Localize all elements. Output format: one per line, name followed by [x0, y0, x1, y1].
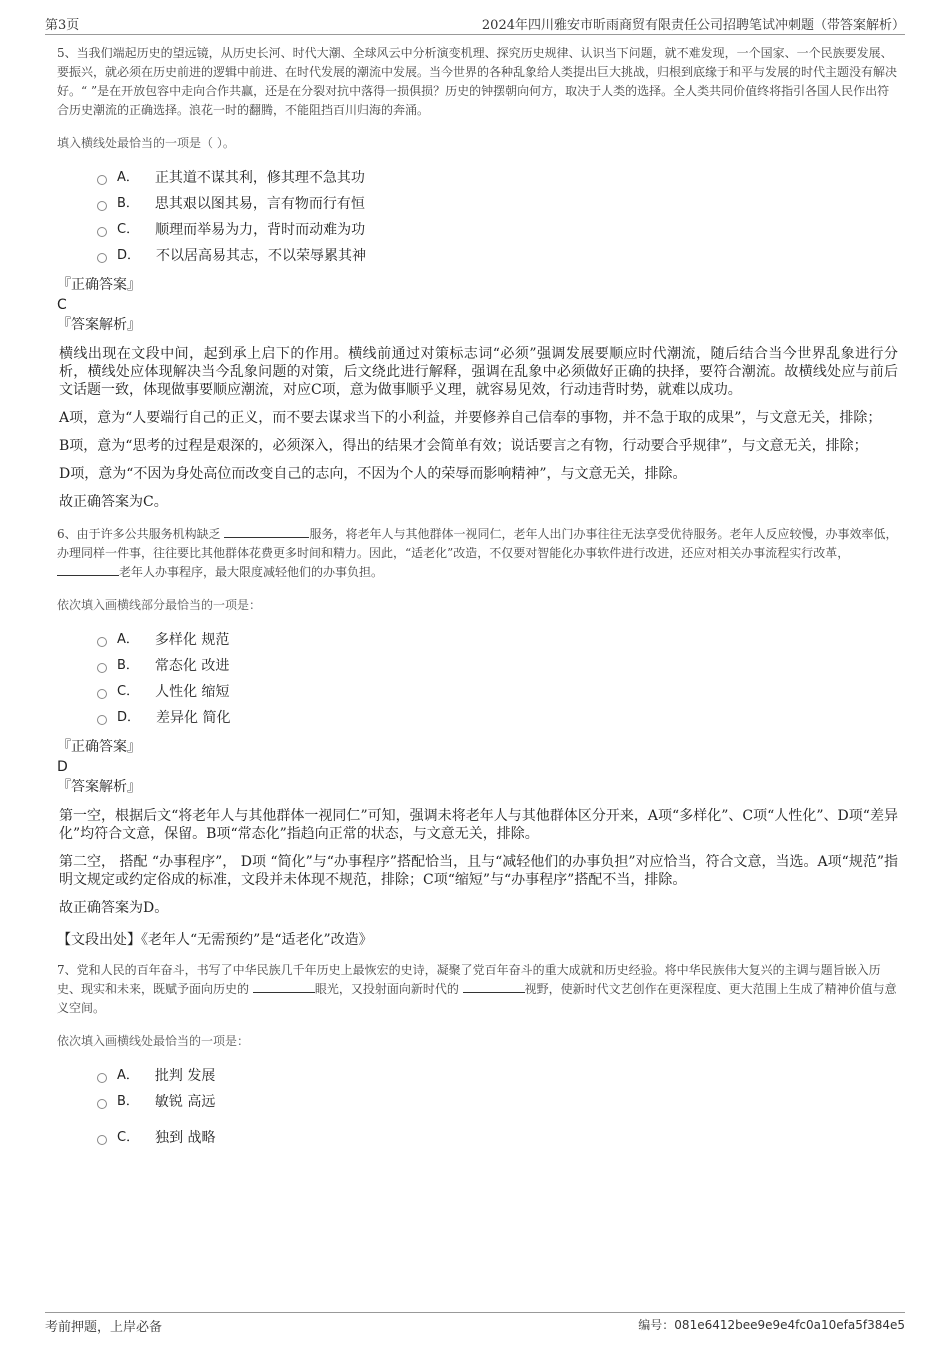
question-6-text: 6、由于许多公共服务机构缺乏 服务，将老年人与其他群体一视同仁，老年人出门办事往往无法享受优待服务。老年人反应较慢，办事效率低，办理同样一件事，往往要比其他群体花费更多时间和精力。因此，“适老化”改造，不仅要对智能化办事软件进行改进，还应对相关办事流程实行改革， 老年人办事程序，最大限度减轻他们的办事负担。 [57, 527, 898, 579]
document-code: 编号：081e6412bee9e9e4fc0a10efa5f384e5 [638, 1318, 905, 1332]
option-a[interactable]: A． 正其道不谋其利，修其理不急其功 [97, 165, 898, 191]
fill-blank [253, 982, 315, 993]
option-b[interactable]: B． 思其艰以图其易，言有物而行有恒 [97, 191, 898, 217]
question-5-options [97, 165, 898, 269]
question-5 [57, 44, 898, 511]
analysis-conclusion: 故正确答案为C。 [59, 494, 168, 510]
document-title: 2024年四川雅安市昕雨商贸有限责任公司招聘笔试冲刺题（带答案解析） [481, 18, 905, 33]
page-content [57, 44, 898, 1151]
correct-answer: C [57, 297, 67, 313]
question-7-text: 7、党和人民的百年奋斗，书写了中华民族几千年历史上最恢宏的史诗，凝聚了党百年奋斗的重大成就和历史经验。将中华民族伟大复兴的主调与题旨嵌入历史、现实和未来，既赋予面向历史的 眼光，又投射面向新时代的 视野，使新时代文艺创作在更深程度、更大范围上生成了精神价值与意义空间。 [57, 963, 897, 1015]
option-c[interactable]: C． 顺理而举易为力，背时而动难为功 [97, 217, 898, 243]
fill-blank [463, 982, 525, 993]
option-a[interactable]: A． 批判 发展 [97, 1063, 898, 1089]
radio-icon[interactable] [97, 1073, 107, 1083]
option-b[interactable]: B． 常态化 改进 [97, 653, 898, 679]
page-header [45, 12, 905, 35]
radio-icon[interactable] [97, 689, 107, 699]
radio-icon[interactable] [97, 637, 107, 647]
analysis-label: 『答案解析』 [57, 779, 141, 795]
radio-icon[interactable] [97, 253, 107, 263]
option-d[interactable]: D． 不以居高易其志，不以荣辱累其神 [97, 243, 898, 269]
analysis-paragraph: 横线出现在文段中间，起到承上启下的作用。横线前通过对策标志词“必须”强调发展要顺应时代潮流，随后结合当今世界乱象进行分析，横线处应体现解决当今乱象问题的对策，后文绕此进行解释，强调在乱象中必须做好正确的抉择，要符合潮流。故横线处应与前后文话题一致，体现做事要顺应潮流，对应C项，意为做事顺乎义理，就容易见效，行动违背时势，就难以成功。 [59, 346, 898, 398]
fill-blank [224, 527, 309, 538]
question-7 [57, 961, 898, 1151]
question-6-prompt: 依次填入画横线部分最恰当的一项是： [57, 598, 262, 612]
footer-slogan: 考前押题，上岸必备 [45, 1320, 163, 1335]
radio-icon[interactable] [97, 175, 107, 185]
correct-answer: D [57, 759, 68, 775]
answer-label: 『正确答案』 [57, 277, 141, 293]
radio-icon[interactable] [97, 1099, 107, 1109]
analysis-paragraph: A项，意为“人要端行自己的正义，而不要去谋求当下的小利益，并要修养自己信奉的事物，并不急于取的成果”，与文意无关，排除； [59, 410, 882, 426]
option-b[interactable]: B． 敏锐 高远 [97, 1089, 898, 1115]
radio-icon[interactable] [97, 715, 107, 725]
option-a[interactable]: A． 多样化 规范 [97, 627, 898, 653]
analysis-paragraph: 第二空， 搭配 “办事程序”， D项 “简化”与“办事程序”搭配恰当，且与“减轻他们的办事负担”对应恰当，符合文意，当选。A项“规范”指明文规定或约定俗成的标准，文段并未体现不规范，排除；C项“缩短”与“办事程序”搭配不当，排除。 [59, 854, 898, 888]
analysis-label: 『答案解析』 [57, 317, 141, 333]
question-6 [57, 525, 898, 949]
question-5-prompt: 填入横线处最恰当的一项是（ ）。 [57, 136, 235, 150]
radio-icon[interactable] [97, 201, 107, 211]
option-d[interactable]: D． 差异化 简化 [97, 705, 898, 731]
option-c[interactable]: C． 人性化 缩短 [97, 679, 898, 705]
question-7-prompt: 依次填入画横线处最恰当的一项是： [57, 1034, 250, 1048]
option-c[interactable]: C． 独到 战略 [97, 1125, 898, 1151]
page-footer [45, 1312, 905, 1337]
radio-icon[interactable] [97, 1135, 107, 1145]
radio-icon[interactable] [97, 227, 107, 237]
analysis-paragraph: 第一空，根据后文“将老年人与其他群体一视同仁”可知，强调未将老年人与其他群体区分开来，A项“多样化”、C项“人性化”、D项“差异化”均符合文意，保留。B项“常态化”指趋向正常的状态，与文意无关，排除。 [59, 808, 898, 842]
passage-source: 【文段出处】《老年人“无需预约”是“适老化”改造》 [57, 932, 373, 948]
page-number: 第3页 [45, 18, 80, 33]
answer-label: 『正确答案』 [57, 739, 141, 755]
fill-blank [57, 565, 119, 576]
radio-icon[interactable] [97, 663, 107, 673]
analysis-paragraph: D项，意为“不因为身处高位而改变自己的志向，不因为个人的荣辱而影响精神”，与文意无关，排除。 [59, 466, 687, 482]
question-5-text: 5、当我们端起历史的望远镜，从历史长河、时代大潮、全球风云中分析演变机理、探究历史规律、认识当下问题，就不难发现，一个国家、一个民族要发展、要振兴，就必须在历史前进的逻辑中前进、在时代发展的潮流中发展。当今世界的各种乱象给人类提出巨大挑战，归根到底缘于和平与发展的时代主题没有解决好。“ ”是在开放包容中走向合作共赢，还是在分裂对抗中落得一损俱损？历史的钟摆朝向何方，取决于人类的选择。全人类共同价值终将指引各国人民作出符合历史潮流的正确选择。浪花一时的翻腾，不能阻挡百川归海的奔涌。 [57, 46, 898, 117]
analysis-paragraph: B项，意为“思考的过程是艰深的，必须深入，得出的结果才会简单有效；说话要言之有物，行动要合乎规律”，与文意无关，排除； [59, 438, 868, 454]
analysis-conclusion: 故正确答案为D。 [59, 900, 169, 916]
question-7-options [97, 1063, 898, 1151]
question-6-options [97, 627, 898, 731]
